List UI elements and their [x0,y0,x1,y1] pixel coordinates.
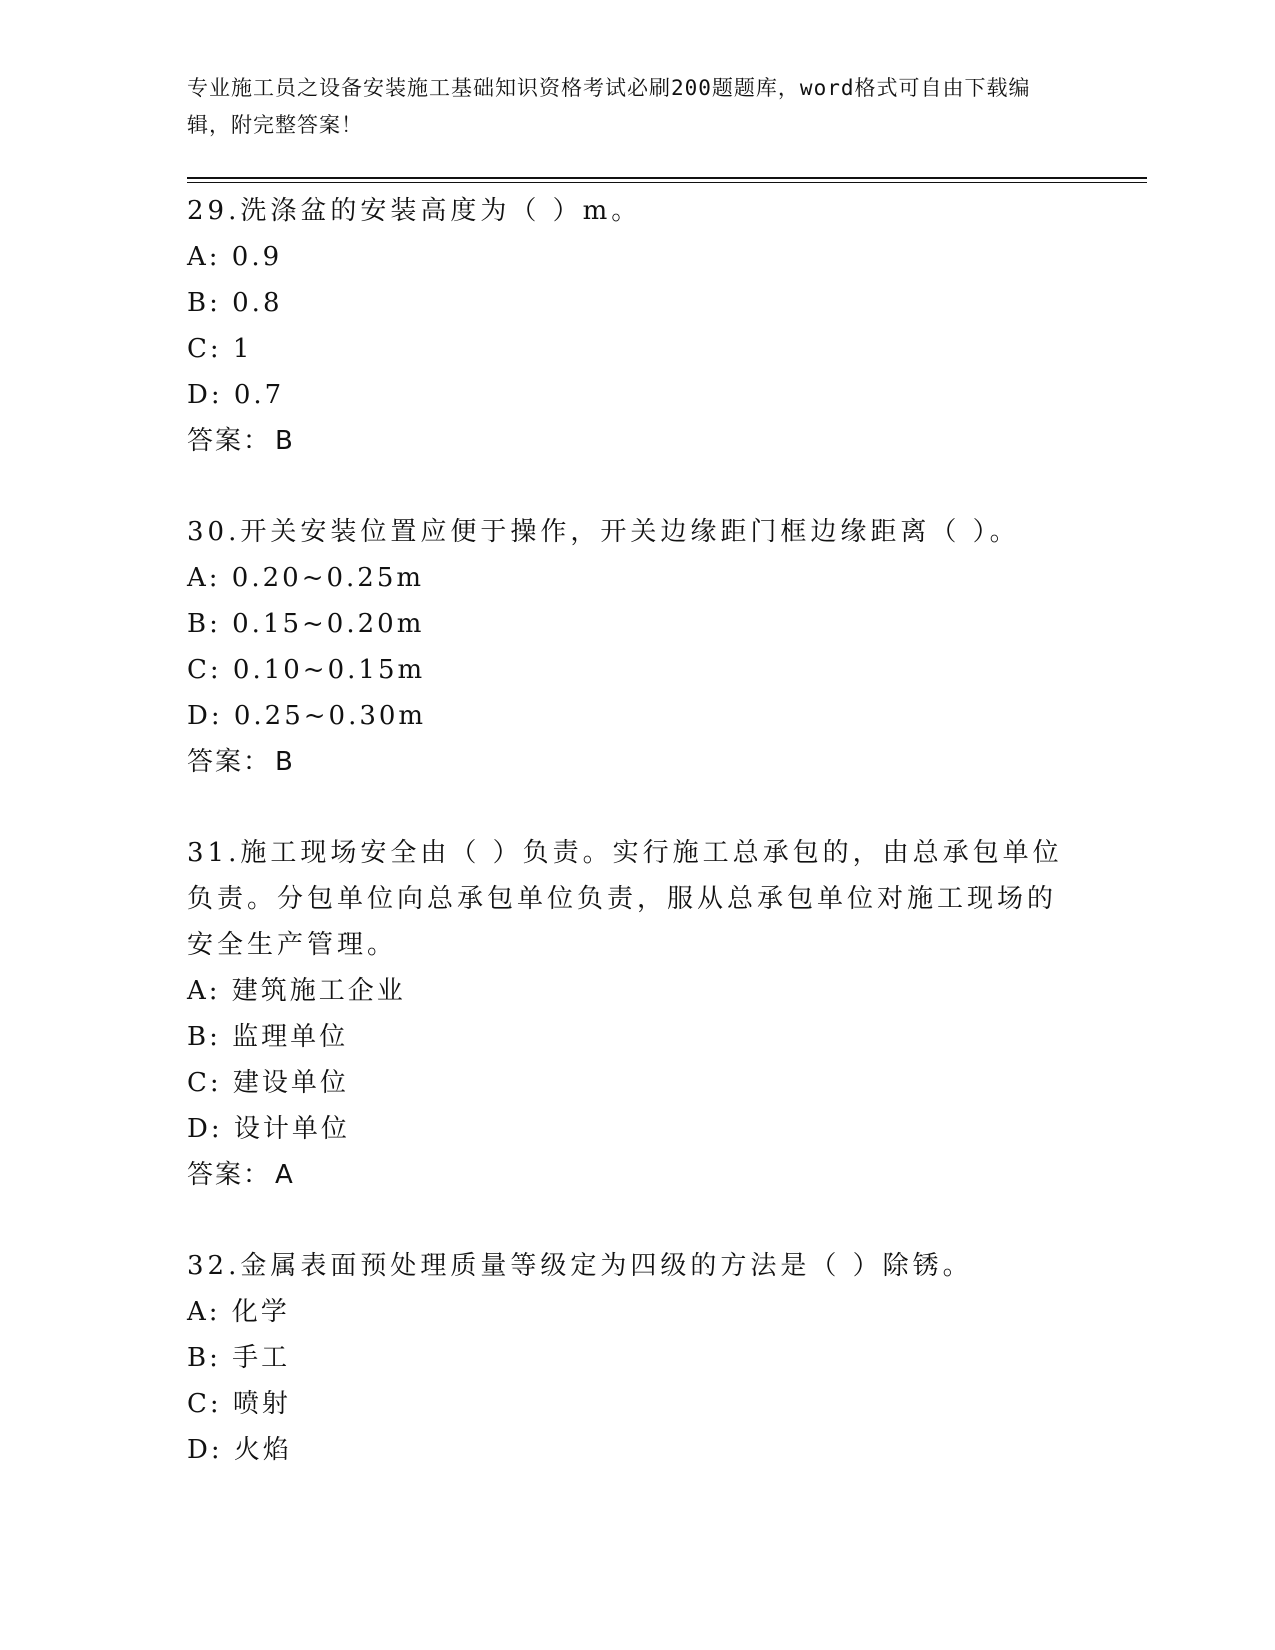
answer-value: A [275,1160,295,1190]
option-c: C: 喷射 [187,1389,291,1419]
option-c: C: 建设单位 [187,1068,349,1098]
option-d: D: 火焰 [187,1435,292,1465]
option-a: A: 0.9 [187,242,283,272]
header-divider [187,177,1147,183]
document-header: 专业施工员之设备安装施工基础知识资格考试必刷200题题库，word格式可自由下载编辑，附完整答案！ [187,76,1031,137]
answer-value: B [275,747,295,777]
answer-line [187,418,1147,464]
answer-line [187,739,1147,785]
answer-line [187,1152,1147,1198]
answer-label: 答案： [187,426,272,456]
question-gap [187,1198,1147,1243]
option-b: B: 手工 [187,1343,291,1373]
document-page [187,70,1147,1473]
question-32 [187,1243,1147,1473]
answer-value: B [275,426,295,456]
answer-label: 答案： [187,1160,272,1190]
question-30 [187,509,1147,785]
option-d: D: 设计单位 [187,1114,350,1144]
question-31 [187,830,1147,1198]
question-text: 30.开关安装位置应便于操作，开关边缘距门框边缘距离（ ）。 [187,517,1020,547]
divider-line-thin [187,182,1147,183]
question-text: 31.施工现场安全由（ ）负责。实行施工总承包的，由总承包单位负责。分包单位向总承包单位负责，服从总承包单位对施工现场的安全生产管理。 [187,838,1063,960]
question-gap [187,785,1147,830]
option-c: C: 1 [187,334,253,364]
answer-label: 答案： [187,747,272,777]
question-text: 32.金属表面预处理质量等级定为四级的方法是（ ）除锈。 [187,1251,973,1281]
question-text: 29.洗涤盆的安装高度为（ ）m。 [187,196,642,226]
option-a: A: 建筑施工企业 [187,976,406,1006]
option-d: D: 0.7 [187,380,285,410]
option-a: A: 0.20~0.25m [187,563,425,593]
option-c: C: 0.10~0.15m [187,655,426,685]
option-a: A: 化学 [187,1297,290,1327]
option-b: B: 0.15~0.20m [187,609,425,639]
divider-line-thick [187,177,1147,179]
option-b: B: 监理单位 [187,1022,349,1052]
option-b: B: 0.8 [187,288,283,318]
option-d: D: 0.25~0.30m [187,701,427,731]
question-29 [187,188,1147,464]
question-gap [187,464,1147,509]
